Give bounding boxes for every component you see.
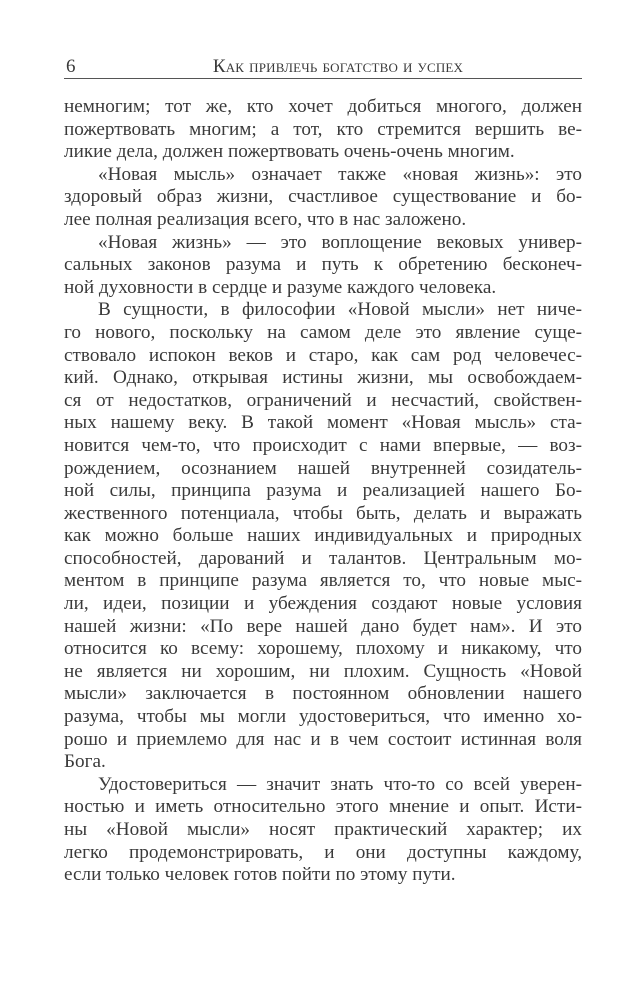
text-line: здоровый образ жизни, счастливое существование и бо-	[64, 186, 582, 208]
text-line: новится чем-то, что происходит с нами впервые, — воз-	[64, 434, 582, 456]
text-line: рождением, осознанием нашей внутренней созидатель-	[64, 457, 582, 479]
text-line: мысли» заключается в постоянном обновлении нашего	[64, 683, 582, 705]
text-line: «Новая мысль» означает также «новая жизнь»: это	[98, 163, 582, 185]
text-line: разума, чтобы мы могли удостовериться, что именно хо-	[64, 706, 582, 728]
text-line: кий. Однако, открывая истины жизни, мы освобождаем-	[64, 367, 582, 389]
text-line: сальных законов разума и путь к обретению бесконеч-	[64, 254, 582, 276]
text-line: немногим; тот же, кто хочет добиться многого, должен	[64, 96, 582, 117]
text-line: ной духовности в сердце и разуме каждого человека.	[64, 276, 497, 298]
text-line: «Новая жизнь» — это воплощение вековых универ-	[98, 231, 582, 253]
text-line: го нового, поскольку на самом деле это явление суще-	[64, 321, 582, 343]
text-line: лее полная реализация всего, что в нас заложено.	[64, 208, 467, 230]
text-line: ностью и иметь относительно этого мнение и опыт. Исти-	[64, 796, 582, 818]
text-line: В сущности, в философии «Новой мысли» нет ниче-	[98, 299, 582, 321]
text-line: рошо и приемлемо для нас и в чем состоит истинная воля	[64, 728, 582, 750]
text-line: пожертвовать многим; а тот, кто стремится вершить ве-	[64, 118, 582, 140]
paragraph	[64, 96, 582, 164]
text-line: не является ни хорошим, ни плохим. Сущность «Новой	[64, 660, 582, 682]
text-line: жественного потенциала, чтобы быть, делать и выражать	[64, 502, 582, 524]
paragraph	[64, 299, 582, 773]
text-line: относится ко всему: хорошему, плохому и никакому, что	[64, 638, 582, 660]
text-line: ных нашему веку. В такой момент «Новая мысль» ста-	[64, 412, 582, 434]
page-header	[64, 56, 582, 79]
paragraph	[64, 232, 582, 300]
text-line: ной силы, принципа разума и реализацией нашего Бо-	[64, 480, 582, 502]
text-line: способностей, дарований и талантов. Центральным мо-	[64, 547, 582, 569]
paragraph	[64, 774, 582, 887]
page-number: 6	[66, 56, 76, 77]
body-text	[64, 96, 582, 887]
text-line: ментом в принципе разума является то, что новые мыс-	[64, 570, 582, 592]
text-line: если только человек готов пойти по этому пути.	[64, 864, 456, 886]
text-line: ликие дела, должен пожертвовать очень-очень многим.	[64, 141, 515, 163]
paragraph	[64, 164, 582, 232]
text-line: Удостовериться — значит знать что-то со всей уверен-	[98, 773, 582, 795]
text-line: как можно больше наших индивидуальных и природных	[64, 525, 582, 547]
text-line: ствовало испокон веков и старо, как сам род человечес-	[64, 344, 582, 366]
text-line: легко продемонстрировать, и они доступны каждому,	[64, 841, 582, 863]
text-line: ли, идеи, позиции и убеждения создают новые условия	[64, 593, 582, 615]
text-line: нашей жизни: «По вере нашей дано будет нам». И это	[64, 615, 582, 637]
text-line: Бога.	[64, 751, 106, 773]
text-line: ны «Новой мысли» носят практический характер; их	[64, 819, 582, 840]
text-line: ся от недостатков, ограничений и несчастий, свойствен-	[64, 389, 582, 411]
running-title: Как привлечь богатство и успех	[212, 56, 464, 77]
